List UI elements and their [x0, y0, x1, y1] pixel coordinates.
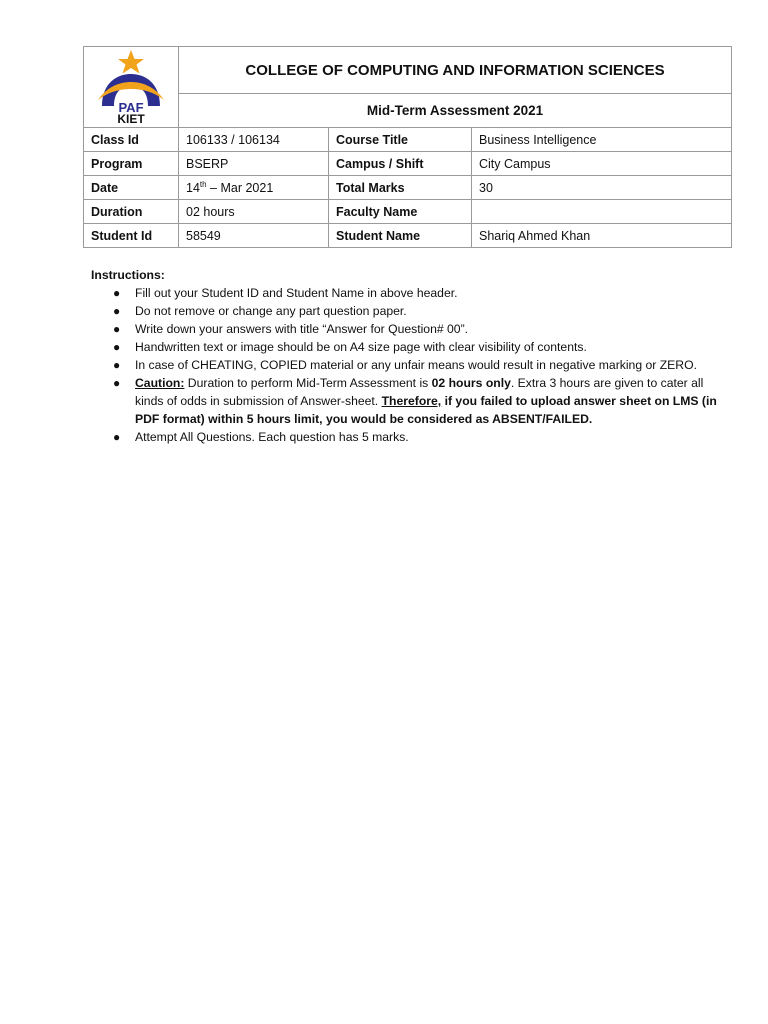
- row-date: [84, 176, 732, 200]
- bullet-icon: ●: [113, 358, 121, 372]
- caution-label: Caution:: [135, 376, 185, 390]
- faculty-name-value[interactable]: [472, 200, 732, 224]
- bullet-icon: ●: [113, 286, 121, 300]
- instructions-list: [91, 284, 731, 446]
- student-name-value: Shariq Ahmed Khan: [472, 224, 732, 248]
- program-label: Program: [84, 152, 179, 176]
- duration-value: 02 hours: [179, 200, 329, 224]
- duration-label: Duration: [84, 200, 179, 224]
- list-item: ● Do not remove or change any part question paper.: [113, 304, 407, 318]
- instructions-section: [91, 266, 731, 446]
- student-id-value: 58549: [179, 224, 329, 248]
- list-item: ● Write down your answers with title “Answer for Question# 00”.: [113, 322, 469, 336]
- campus-shift-label: Campus / Shift: [329, 152, 472, 176]
- class-id-label: Class Id: [84, 128, 179, 152]
- date-label: Date: [84, 176, 179, 200]
- campus-shift-value: City Campus: [472, 152, 732, 176]
- student-name-label: Student Name: [329, 224, 472, 248]
- bullet-icon: ●: [113, 340, 121, 354]
- course-title-label: Course Title: [329, 128, 472, 152]
- bullet-icon: ●: [113, 376, 121, 390]
- bullet-icon: ●: [113, 304, 121, 318]
- instructions-title: Instructions:: [91, 268, 165, 282]
- bullet-icon: ●: [113, 322, 121, 336]
- list-item: ● In case of CHEATING, COPIED material or any unfair means would result in negative marking or ZERO.: [113, 358, 697, 372]
- list-item: ● Handwritten text or image should be on A4 size page with clear visibility of contents.: [113, 340, 587, 354]
- program-value: BSERP: [179, 152, 329, 176]
- row-class-id: [84, 128, 732, 152]
- paf-kiet-logo-icon: [96, 48, 166, 124]
- total-marks-value: 30: [472, 176, 732, 200]
- svg-text:KIET: KIET: [117, 111, 145, 124]
- list-item: ● Fill out your Student ID and Student Name in above header.: [113, 286, 458, 300]
- list-item: ● Attempt All Questions. Each question has 5 marks.: [113, 430, 409, 444]
- total-marks-label: Total Marks: [329, 176, 472, 200]
- course-title-value: Business Intelligence: [472, 128, 732, 152]
- bullet-icon: ●: [113, 430, 121, 444]
- student-id-label: Student Id: [84, 224, 179, 248]
- caution-item: ● Caution: Duration to perform Mid-Term Assessment is 02 hours only. Extra 3 hours are given to cater all kinds of odds in submission of Answer-sheet. Therefore, if you failed to upload answer sheet on LMS (in PDF format) within 5 hours limit, you would be considered as ABSENT/FAILED.: [113, 376, 717, 426]
- faculty-name-label: Faculty Name: [329, 200, 472, 224]
- date-value: 14th – Mar 2021: [179, 176, 329, 200]
- class-id-value: 106133 / 106134: [179, 128, 329, 152]
- logo-cell: [84, 47, 179, 128]
- svg-text:PAF: PAF: [118, 99, 144, 115]
- header-table: [83, 46, 732, 248]
- college-title: COLLEGE OF COMPUTING AND INFORMATION SCIENCES: [179, 47, 732, 94]
- assessment-title: Mid-Term Assessment 2021: [179, 94, 732, 128]
- row-duration: [84, 200, 732, 224]
- row-program: [84, 152, 732, 176]
- row-student-id: [84, 224, 732, 248]
